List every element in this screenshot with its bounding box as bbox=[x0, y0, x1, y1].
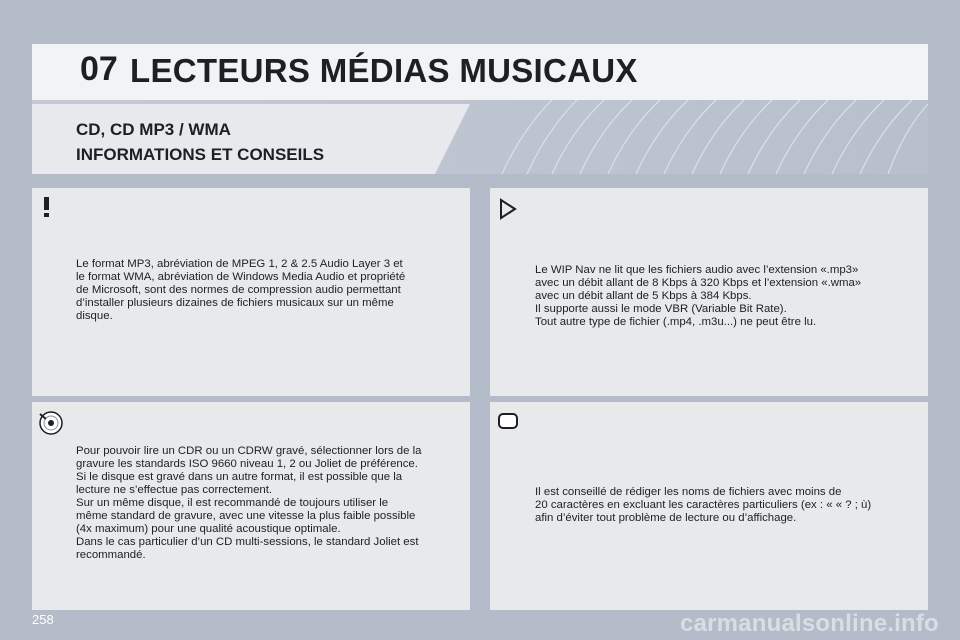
panel-bottom-right-text: Il est conseillé de rédiger les noms de fichiers avec moins de 20 caractères en excluant les caractères particuliers (ex : « « ? ; ù) afin d’éviter tout problème de lecture ou d’affichage. bbox=[535, 486, 872, 524]
subtitle-line-2: INFORMATIONS ET CONSEILS bbox=[76, 145, 325, 164]
exclamation-icon bbox=[38, 196, 56, 223]
watermark: carmanualsonline.info bbox=[680, 610, 939, 637]
subtitle-line-1: CD, CD MP3 / WMA bbox=[76, 120, 231, 139]
chapter-title: LECTEURS MÉDIAS MUSICAUX bbox=[130, 52, 638, 89]
page-number: 258 bbox=[32, 612, 54, 627]
chapter-number: 07 bbox=[80, 50, 118, 88]
panel-bottom-left-text: Pour pouvoir lire un CDR ou un CDRW gravé, sélectionner lors de la gravure les standards ISO 9660 niveau 1, 2 ou Joliet de préférence. Si le disque est gravé dans un autre format, il est possible que la lecture ne s’effectue pas correctement. Sur un même disque, il est recommandé de toujours utiliser le même standard de gravure, avec une vitesse la plus faible possible (4x maximum) pour une qualité acoustique optimale. Dans le cas particulier d’un CD multi-sessions, le standard Joliet est recommandé. bbox=[76, 445, 422, 561]
panel-top-left-text: Le format MP3, abréviation de MPEG 1, 2 & 2.5 Audio Layer 3 et le format WMA, abréviation de Windows Media Audio et propriété de Microsoft, sont des normes de compression audio permettant d’installer plusieurs dizaines de fichiers musicaux sur un même disque. bbox=[76, 258, 406, 322]
panel-top-right-text: Le WIP Nav ne lit que les fichiers audio avec l’extension «.mp3» avec un débit allant de 8 Kbps à 320 Kbps et l’extension «.wma» avec un débit allant de 5 Kbps à 384 Kbps. Il supporte aussi le mode VBR (Variable Bit Rate). Tout autre type de fichier (.mp4, .m3u...) ne peut être lu. bbox=[535, 264, 862, 328]
rounded-rect-icon bbox=[497, 412, 519, 435]
cd-disc-icon bbox=[38, 410, 64, 441]
play-triangle-icon bbox=[498, 198, 518, 225]
